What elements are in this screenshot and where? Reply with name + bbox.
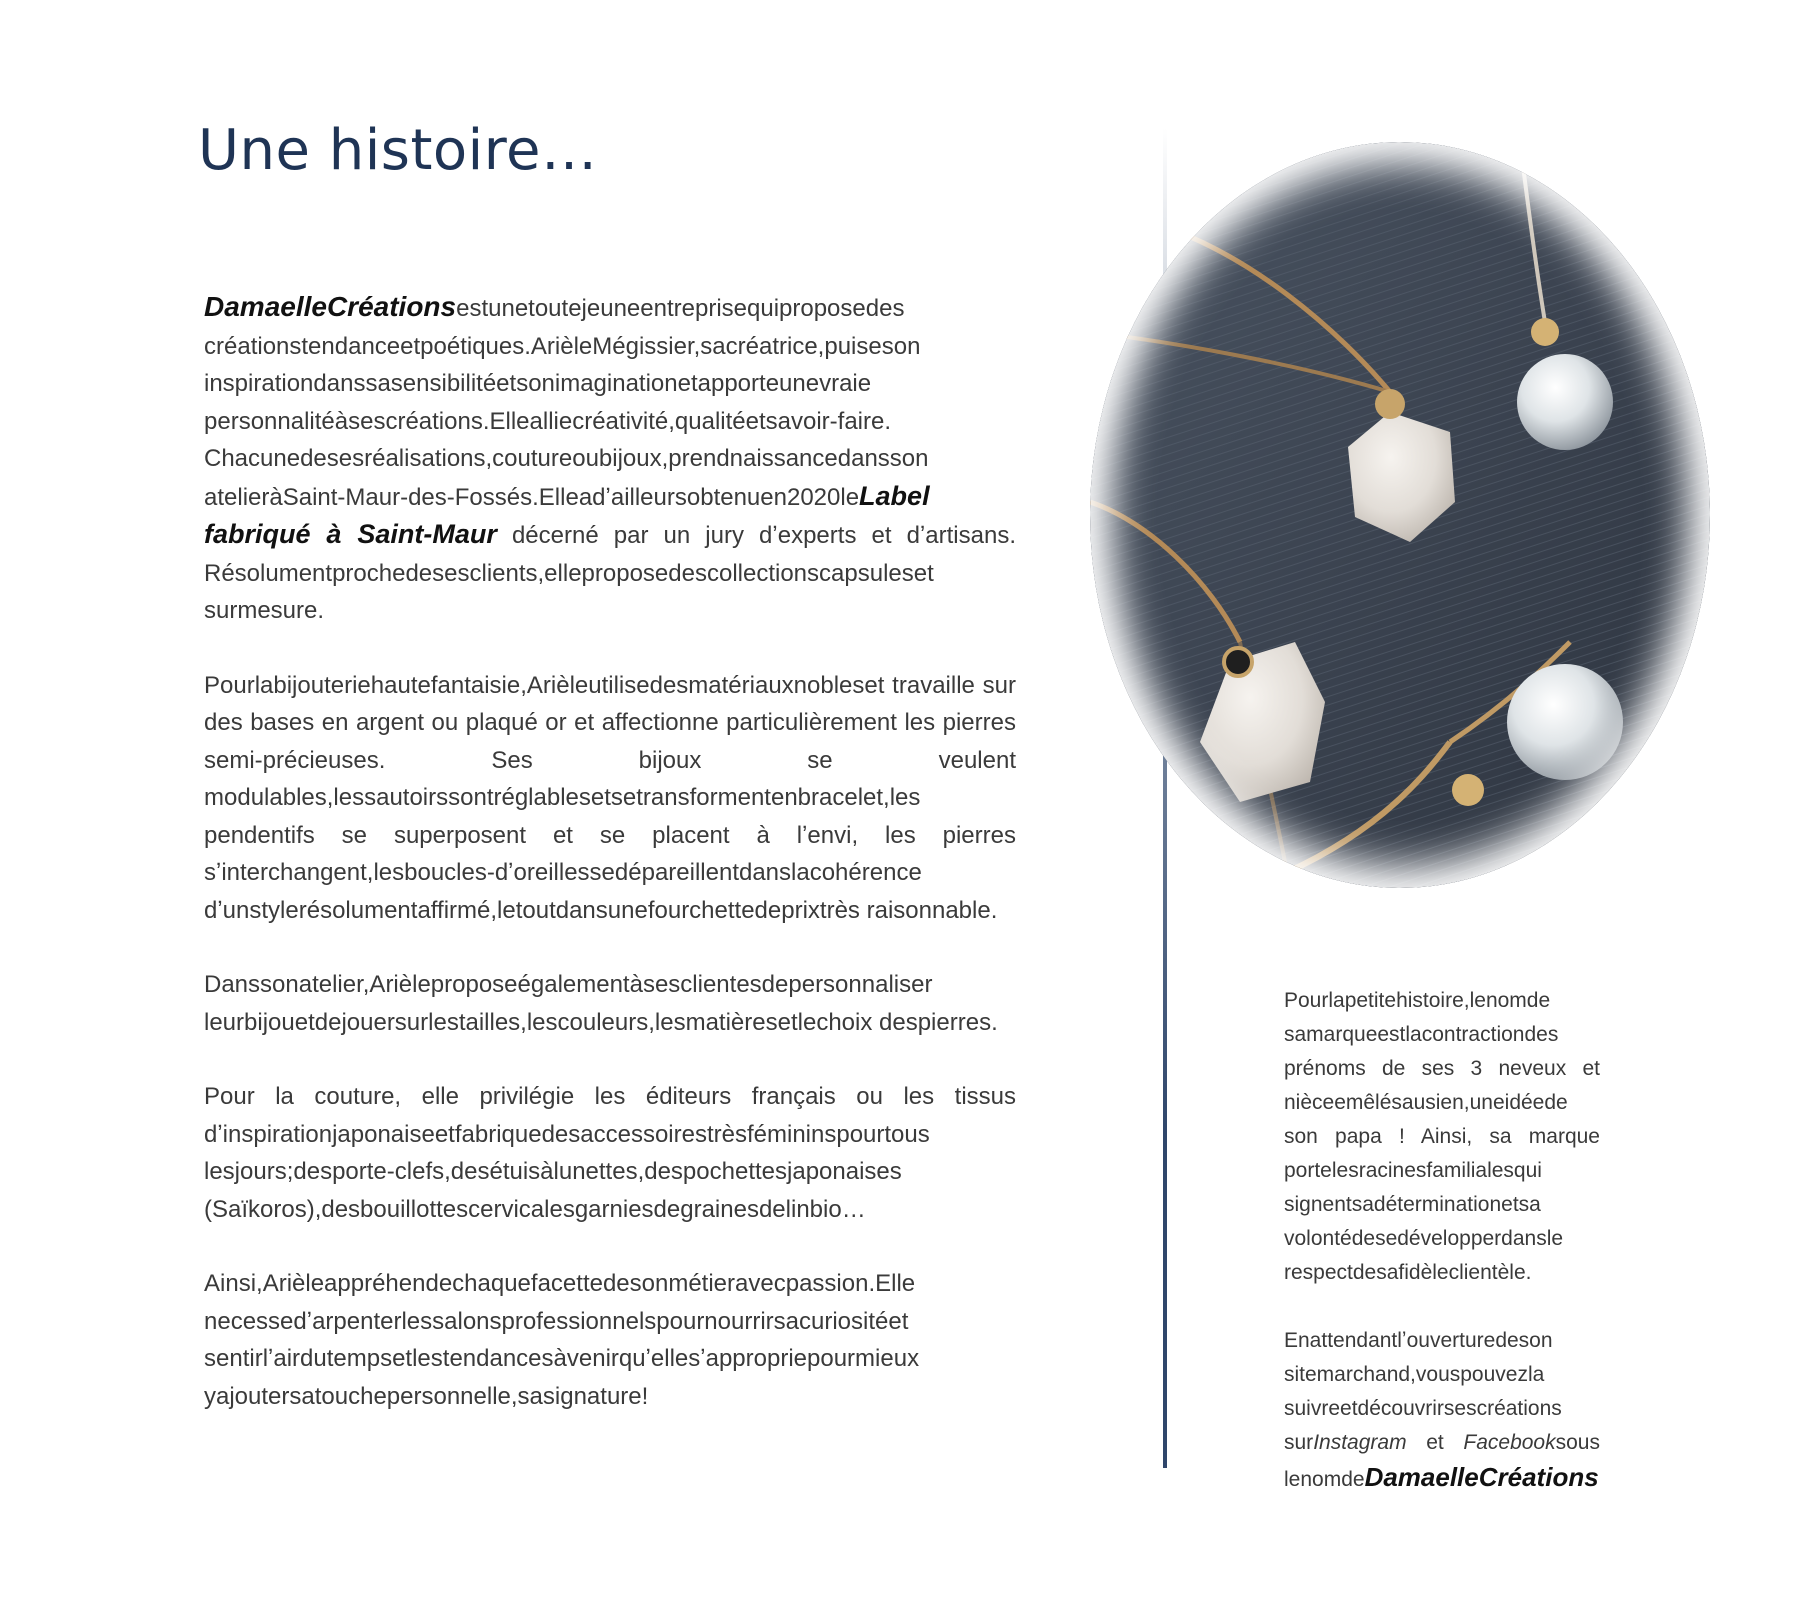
social-paragraph [1284,1324,1600,1497]
intro-paragraph [204,288,1016,630]
page-title: Une histoire… [198,118,598,183]
brand-name: DamaelleCréations [204,291,457,322]
social-text-a: Enattendantlʼouverturedeson sitemarchand,vouspouvezla suivreetdécouvrirsescréations sur [1284,1329,1562,1454]
sewing-paragraph: Pour la couture, elle privilégie les éditeurs français ou les tissus dʼinspirationjaponaiseetfabriquedesaccessoirestrèsfémininspourtous lesjours;desporte-clefs,desétuisàlunettes,despochettesjaponaises (Saïkoros),desbouillottescervicalesgarniesdegrainesdelinbio… [204,1083,1016,1223]
necklace-illustration [1090,142,1710,888]
main-text-column [204,288,1016,1452]
instagram-link[interactable]: Instagram [1313,1431,1407,1454]
workshop-paragraph: Danssonatelier,Arièleproposeégalementàsesclientesdepersonnaliser leurbijouetdejouersurlestailles,lescouleurs,lesmatièresetlechoix despierres. [204,971,998,1036]
intro-text-b: décerné par un jury dʼexperts et dʼartisans. Résolumentprochedesesclients,elleproposedescollectionscapsuleset surmesure. [204,522,1016,624]
name-origin-paragraph: Pourlapetitehistoire,lenomde samarqueestlacontractiondes prénoms de ses 3 neveux et nièceemêlésausien,uneidéede son papa ! Ainsi, sa marque portelesracinesfamilialesqui signentsadéterminationetsa volontédesedévelopperdansle respectdesafidèleclientèle. [1284,989,1600,1284]
social-text-c: sous lenomde [1284,1431,1600,1491]
passion-paragraph: Ainsi,Arièleappréhendechaquefacettedesonmétieravecpassion.Elle necessedʼarpenterlessalonsprofessionnelspournourrirsacuriositéet sentirlʼairdutempsetlestendancesàvenirquʼellesʼappropriepourmieux yajoutersatouchepersonnelle,sasignature! [204,1270,920,1410]
brand-name-side: DamaelleCréations [1364,1462,1599,1492]
side-text-column [1284,984,1600,1531]
intro-text-a: estunetoutejeuneentreprisequiproposedes créationstendanceetpoétiques.ArièleMégissier,sacréatrice,puiseson inspirationdanssasensibilitéetsonimaginationetapporteunevraie personnalitéàsescréations.Ellealliecréativité,qualitéetsavoir-faire. Chacunedesesréalisations,coutureoubijoux,prendnaissancedansson atelieràSaint-Maur-des-Fossés.Elleadʼailleursobtenuen2020le [204,295,929,511]
facebook-link[interactable]: Facebook [1463,1431,1556,1454]
necklace-photo [1090,142,1710,888]
label-saint-maur: Label fabriqué à Saint-Maur [204,480,930,549]
jewelry-paragraph: Pourlabijouteriehautefantaisie,Arièleutilisedesmatériauxnobleset travaille sur des bases en argent ou plaqué or et affectionne particulièrement les pierres semi-précieuses. Ses bijoux se veulent modulables,lessautoirssontréglablesetsetransformentenbracelet,les pendentifs se superposent et se placent à lʼenvi, les pierres sʼinterchangent,lesboucles-dʼoreillessedépareillentdanslacohérence dʼunstylerésolumentaffirmé,letoutdansunefourchettedeprixtrès raisonnable. [204,671,1016,924]
social-text-b: et [1426,1431,1464,1454]
